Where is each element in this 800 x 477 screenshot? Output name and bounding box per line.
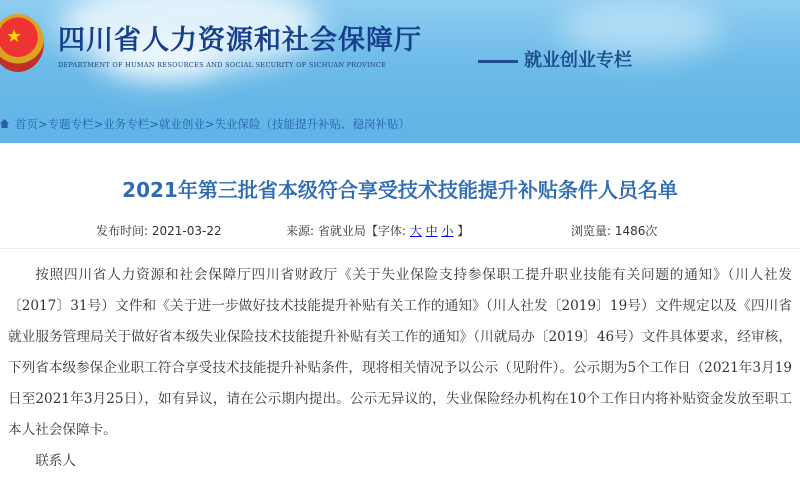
article-body bbox=[8, 260, 792, 477]
font-size-medium[interactable]: 中 bbox=[425, 224, 438, 238]
breadcrumb: 首页>专题专栏>业务专栏>就业创业>失业保险（技能提升补贴、稳岗补贴） bbox=[0, 116, 410, 132]
divider bbox=[0, 248, 800, 249]
site-header bbox=[0, 0, 800, 143]
column-title: 就业创业专栏 bbox=[478, 46, 632, 72]
national-emblem-logo: ★ bbox=[0, 14, 44, 72]
breadcrumb-unemployment-insurance[interactable]: 失业保险（技能提升补贴、稳岗补贴） bbox=[214, 117, 411, 131]
font-size-small[interactable]: 小 bbox=[441, 224, 454, 238]
publish-time: 发布时间: 2021-03-22 bbox=[96, 224, 222, 238]
article-source: 来源: 省就业局【字体: 大 中 小 】 bbox=[286, 224, 470, 238]
breadcrumb-topics[interactable]: 专题专栏 bbox=[47, 117, 94, 131]
paragraph: 按照四川省人力资源和社会保障厅四川省财政厅《关于失业保险支持参保职工提升职业技能有关问题的通知》（川人社发〔2017〕31号）文件和《关于进一步做好技术技能提升补贴有关工作的通知》（川人社发〔2019〕19号）文件规定以及《四川省就业服务管理局关于做好省本级失业保险技术技能提升补贴有关工作的通知》（川就局办〔2019〕46号）文件具体要求，经审核，下列省本级参保企业职工符合享受技术技能提升补贴条件，现将相关情况予以公示（见附件）。公示期为5个工作日（2021年3月19日至2021年3月25日），如有异议，请在公示期内提出。公示无异议的，失业保险经办机构在10个工作日内将补贴资金发放至职工本人社会保障卡。 bbox=[8, 267, 792, 438]
home-icon bbox=[0, 119, 9, 128]
font-size-large[interactable]: 大 bbox=[409, 224, 422, 238]
site-title: 四川省人力资源和社会保障厅 bbox=[58, 25, 422, 56]
breadcrumb-business[interactable]: 业务专栏 bbox=[103, 117, 150, 131]
paragraph-contact: 联系人 bbox=[35, 453, 76, 469]
breadcrumb-employment[interactable]: 就业创业 bbox=[158, 117, 205, 131]
breadcrumb-home[interactable]: 首页 bbox=[15, 117, 38, 131]
view-count: 浏览量: 1486次 bbox=[571, 224, 658, 238]
article-title: 2021年第三批省本级符合享受技术技能提升补贴条件人员名单 bbox=[122, 178, 678, 202]
site-title-en: DEPARTMENT OF HUMAN RESOURCES AND SOCIAL SECURITY OF SICHUAN PROVINCE bbox=[58, 61, 387, 69]
